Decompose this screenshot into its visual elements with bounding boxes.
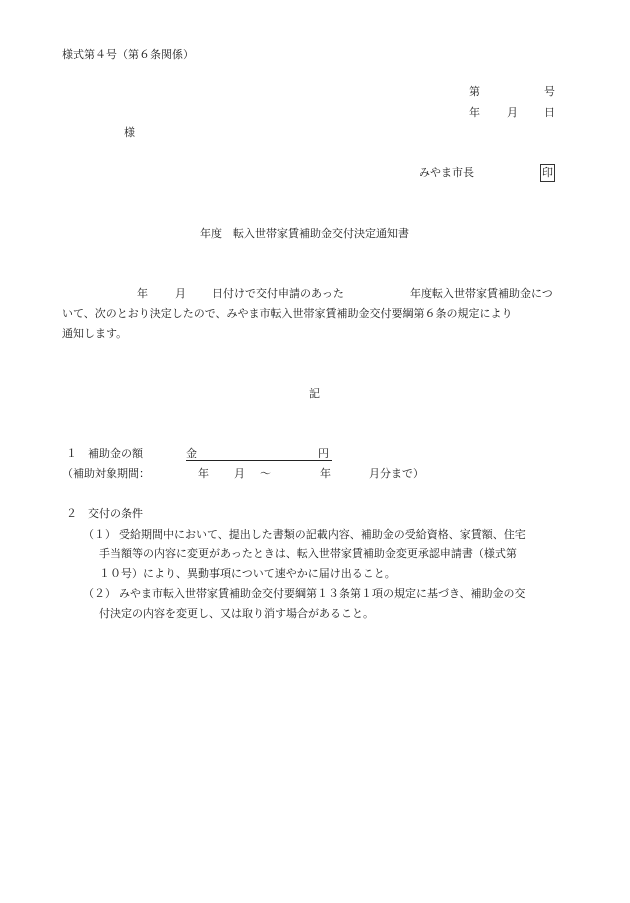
document-title: 年度 転入世帯家賃補助金交付決定通知書 bbox=[200, 227, 409, 240]
addressee-suffix: 様 bbox=[124, 126, 135, 139]
body-year: 年 bbox=[137, 287, 148, 300]
body-line1-text: 日付けで交付申請のあった bbox=[212, 287, 344, 300]
amount-field bbox=[186, 448, 332, 461]
document-number-suffix: 号 bbox=[544, 85, 555, 98]
date-day: 日 bbox=[544, 106, 555, 119]
condition2-line1: みやま市転入世帯家賃補助金交付要綱第１３条第１項の規定に基づき、補助金の交 bbox=[119, 587, 526, 600]
condition1-line3: １０号）により、異動事項について速やかに届け出ること。 bbox=[99, 567, 396, 580]
section2-label: ２ 交付の条件 bbox=[66, 507, 143, 520]
condition1-line2: 手当額等の内容に変更があったときは、転入世帯家賃補助金変更承認申請書（様式第 bbox=[99, 547, 517, 560]
issuer-name: みやま市長 bbox=[419, 166, 474, 179]
body-month: 月 bbox=[175, 287, 186, 300]
body-line3: 通知します。 bbox=[62, 327, 128, 340]
condition2-number: （２） bbox=[83, 587, 116, 600]
body-line1-tail: 年度転入世帯家賃補助金につ bbox=[410, 287, 553, 300]
seal-mark: 印 bbox=[540, 164, 555, 182]
date-month: 月 bbox=[507, 106, 518, 119]
form-number-label: 様式第４号（第６条関係） bbox=[62, 48, 194, 61]
amount-kin: 金 bbox=[186, 447, 197, 460]
ki-heading: 記 bbox=[309, 387, 320, 400]
condition2-line2: 付決定の内容を変更し、又は取り消す場合があること。 bbox=[99, 607, 374, 620]
section1-label: １ 補助金の額 bbox=[66, 447, 143, 460]
period-open: （補助対象期間： bbox=[62, 467, 150, 480]
body-line2: いて、次のとおり決定したので、みやま市転入世帯家賃補助金交付要綱第６条の規定により bbox=[62, 307, 513, 320]
period-tilde: ～ bbox=[260, 467, 271, 480]
period-year2: 年 bbox=[320, 467, 331, 480]
period-month1: 月 bbox=[234, 467, 245, 480]
condition1-line1: 受給期間中において、提出した書類の記載内容、補助金の受給資格、家賃額、住宅 bbox=[119, 528, 526, 541]
condition1-number: （１） bbox=[83, 528, 116, 541]
period-close: 月分まで） bbox=[369, 467, 424, 480]
date-year: 年 bbox=[469, 106, 480, 119]
amount-yen: 円 bbox=[318, 447, 329, 460]
period-year1: 年 bbox=[198, 467, 209, 480]
document-number-prefix: 第 bbox=[469, 85, 480, 98]
